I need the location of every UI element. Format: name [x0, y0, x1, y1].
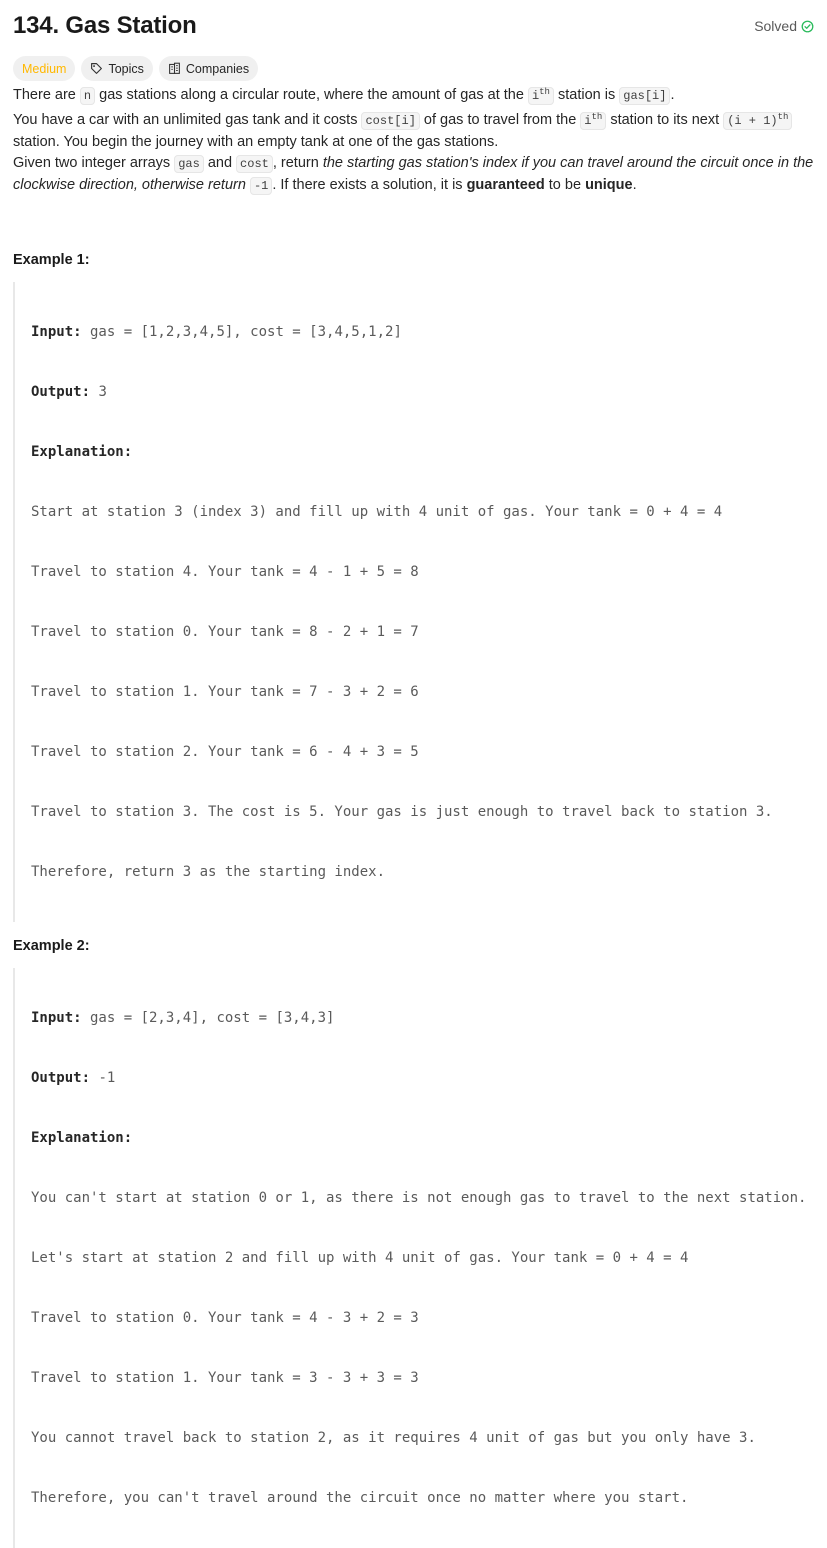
code-text: i — [531, 89, 540, 103]
building-icon — [168, 62, 181, 75]
explanation-line: Therefore, return 3 as the starting index. — [31, 864, 386, 880]
inline-code — [723, 112, 792, 130]
text: station. You begin the journey with an empty tank at one of the gas stations. — [13, 134, 499, 150]
output-label: Output: — [31, 384, 91, 400]
explanation-label: Explanation: — [31, 1130, 133, 1146]
example-1-title: Example 1: — [13, 252, 90, 268]
text: station is — [553, 87, 620, 103]
tag-icon — [90, 62, 103, 75]
output-value: 3 — [90, 384, 107, 400]
inline-code: cost — [236, 155, 273, 173]
inline-code: -1 — [250, 177, 272, 195]
topics-label: Topics — [108, 61, 144, 76]
example-output — [31, 382, 814, 402]
example-output — [31, 1068, 814, 1088]
bold-text: unique — [585, 177, 633, 193]
explanation-line: Let's start at station 2 and fill up with 4 unit of gas. Your tank = 0 + 4 = 4 — [31, 1250, 689, 1266]
text: and — [203, 155, 237, 171]
explanation-line: Travel to station 4. Your tank = 4 - 1 + 5 = 8 — [31, 564, 419, 580]
title-row — [13, 0, 814, 52]
text: gas stations along a circular route, where the amount of gas at the — [95, 87, 528, 103]
input-label: Input: — [31, 324, 82, 340]
superscript: th — [591, 112, 603, 122]
explanation-line: Travel to station 0. Your tank = 4 - 3 + 2 = 3 — [31, 1310, 419, 1326]
difficulty-label: Medium — [22, 61, 67, 76]
companies-button[interactable] — [159, 56, 258, 81]
text: station to its next — [606, 112, 724, 128]
text: to be — [544, 177, 586, 193]
example-2-title: Example 2: — [13, 938, 90, 954]
text: Given two integer arrays — [13, 155, 175, 171]
text: There are — [13, 87, 80, 103]
description-paragraph-3 — [13, 153, 814, 197]
explanation-line: Travel to station 3. The cost is 5. Your gas is just enough to travel back to station 3. — [31, 804, 773, 820]
explanation-line: Travel to station 1. Your tank = 7 - 3 + 2 = 6 — [31, 684, 419, 700]
description-paragraph-1 — [13, 82, 814, 107]
example-1-block — [13, 282, 814, 922]
bold-text: guaranteed — [466, 177, 545, 193]
text: . — [632, 177, 637, 193]
problem-title[interactable]: 134. Gas Station — [13, 12, 197, 39]
input-value: gas = [1,2,3,4,5], cost = [3,4,5,1,2] — [81, 324, 402, 340]
inline-code: n — [80, 87, 95, 105]
example-explanation-label — [31, 1128, 814, 1148]
example-input — [31, 1008, 814, 1028]
code-text: i — [584, 114, 592, 128]
difficulty-badge[interactable] — [13, 56, 75, 81]
explanation-line: Start at station 3 (index 3) and fill up with 4 unit of gas. Your tank = 0 + 4 = 4 — [31, 504, 723, 520]
solved-status — [754, 18, 814, 34]
text: of gas to travel from the — [419, 112, 581, 128]
explanation-line: You can't start at station 0 or 1, as there is not enough gas to travel to the next station. — [31, 1190, 807, 1206]
example-input — [31, 322, 814, 342]
explanation-line: You cannot travel back to station 2, as it requires 4 unit of gas but you only have 3. — [31, 1430, 756, 1446]
explanation-label: Explanation: — [31, 444, 133, 460]
description-paragraph-2 — [13, 107, 814, 153]
solved-label: Solved — [754, 18, 797, 34]
inline-code — [528, 87, 554, 105]
example-2-block — [13, 968, 814, 1548]
input-label: Input: — [31, 1010, 82, 1026]
text: . — [670, 87, 675, 103]
inline-code — [580, 112, 606, 130]
inline-code: gas — [174, 155, 204, 173]
text: You have a car with an unlimited gas tank and it costs — [13, 112, 362, 128]
output-value: -1 — [90, 1070, 116, 1086]
superscript: th — [539, 87, 550, 97]
explanation-line: Therefore, you can't travel around the circuit once no matter where you start. — [31, 1490, 689, 1506]
code-text: (i + 1) — [727, 114, 778, 128]
topics-button[interactable] — [81, 56, 152, 81]
explanation-line: Travel to station 0. Your tank = 8 - 2 + 1 = 7 — [31, 624, 419, 640]
output-label: Output: — [31, 1070, 91, 1086]
italic-text: the starting gas station's index if you can travel around the circuit once in the clockwise direction, otherwise return — [13, 155, 814, 193]
explanation-line: Travel to station 2. Your tank = 6 - 4 + 3 = 5 — [31, 744, 419, 760]
example-explanation-label — [31, 442, 814, 462]
check-circle-icon — [801, 20, 814, 33]
text: , return — [272, 155, 323, 171]
input-value: gas = [2,3,4], cost = [3,4,3] — [81, 1010, 335, 1026]
text: . If there exists a solution, it is — [272, 177, 467, 193]
explanation-line: Travel to station 1. Your tank = 3 - 3 + 3 = 3 — [31, 1370, 419, 1386]
tag-row — [13, 56, 814, 82]
inline-code: gas[i] — [619, 87, 670, 105]
companies-label: Companies — [185, 61, 250, 76]
inline-code: cost[i] — [361, 112, 419, 130]
superscript: th — [777, 112, 789, 122]
